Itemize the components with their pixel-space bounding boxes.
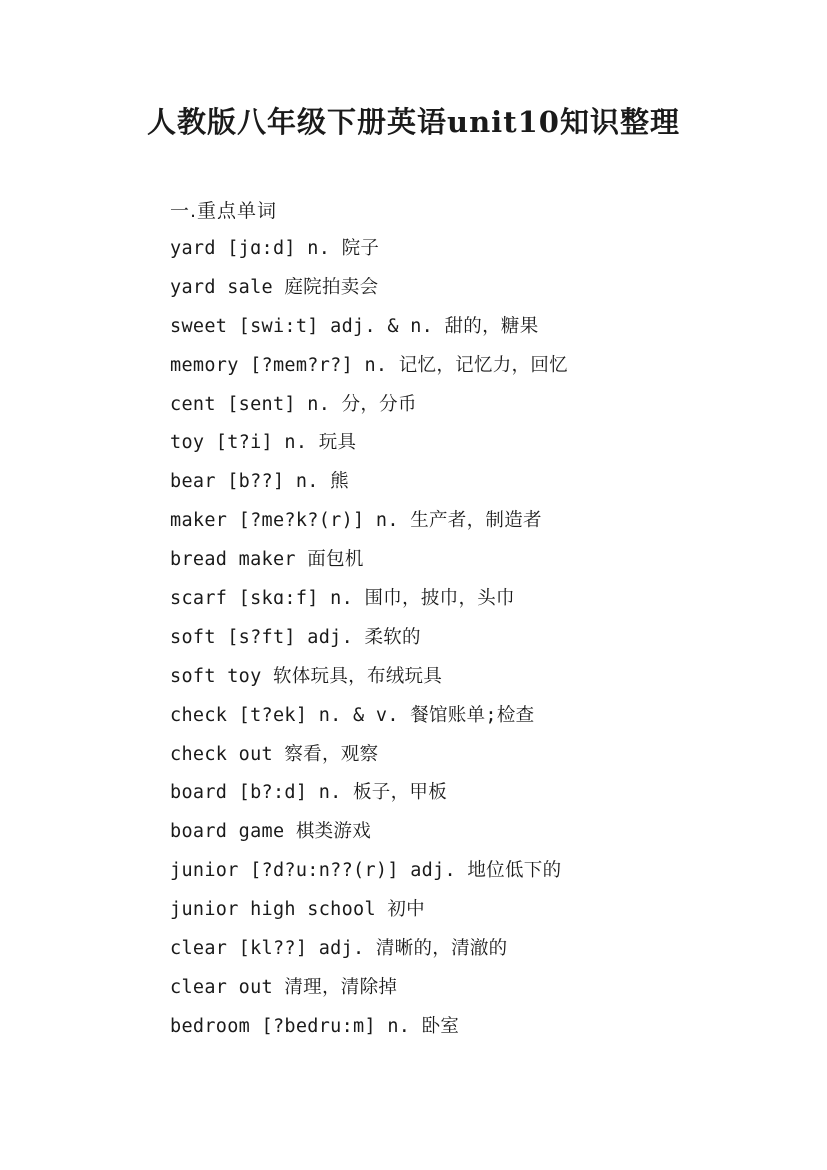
vocab-entry: sweet [swi:t] adj. & n. 甜的，糖果 — [170, 315, 539, 337]
vocab-entry: yard [jɑ:d] n. 院子 — [170, 238, 380, 259]
vocab-entry: memory [?mem?r?] n. 记忆，记忆力，回忆 — [170, 354, 568, 376]
vocab-entry: bear [b??] n. 熊 — [170, 471, 349, 493]
vocab-entry: check [t?ek] n. & v. 餐馆账单;检查 — [170, 704, 535, 726]
vocab-entry: bedroom [?bedru:m] n. 卧室 — [170, 1015, 460, 1037]
vocab-entry: bread maker 面包机 — [170, 549, 364, 571]
vocab-entry: soft [s?ft] adj. 柔软的 — [170, 626, 421, 648]
vocabulary-list — [170, 236, 568, 1053]
vocab-entry: soft toy 软体玩具，布绒玩具 — [170, 665, 443, 687]
vocab-entry: maker [?me?k?(r)] n. 生产者，制造者 — [170, 510, 542, 532]
vocab-entry: cent [sent] n. 分，分币 — [170, 393, 417, 415]
vocab-entry: clear out 清理，清除掉 — [170, 976, 398, 998]
vocab-entry: clear [kl??] adj. 清晰的，清澈的 — [170, 938, 508, 960]
vocab-entry: check out 察看，观察 — [170, 743, 379, 765]
vocab-entry: toy [t?i] n. 玩具 — [170, 432, 357, 454]
vocab-entry: board [b?:d] n. 板子，甲板 — [170, 782, 448, 804]
section-heading: 一.重点单词 — [170, 200, 278, 222]
vocab-entry: yard sale 庭院拍卖会 — [170, 276, 379, 298]
vocab-entry: junior high school 初中 — [170, 899, 425, 921]
document-title: 人教版八年级下册英语unit10知识整理 — [147, 105, 680, 139]
vocab-entry: junior [?d?u:n??(r)] adj. 地位低下的 — [170, 860, 562, 882]
vocab-entry: scarf [skɑ:f] n. 围巾，披巾，头巾 — [170, 588, 515, 610]
vocab-entry: board game 棋类游戏 — [170, 821, 372, 843]
